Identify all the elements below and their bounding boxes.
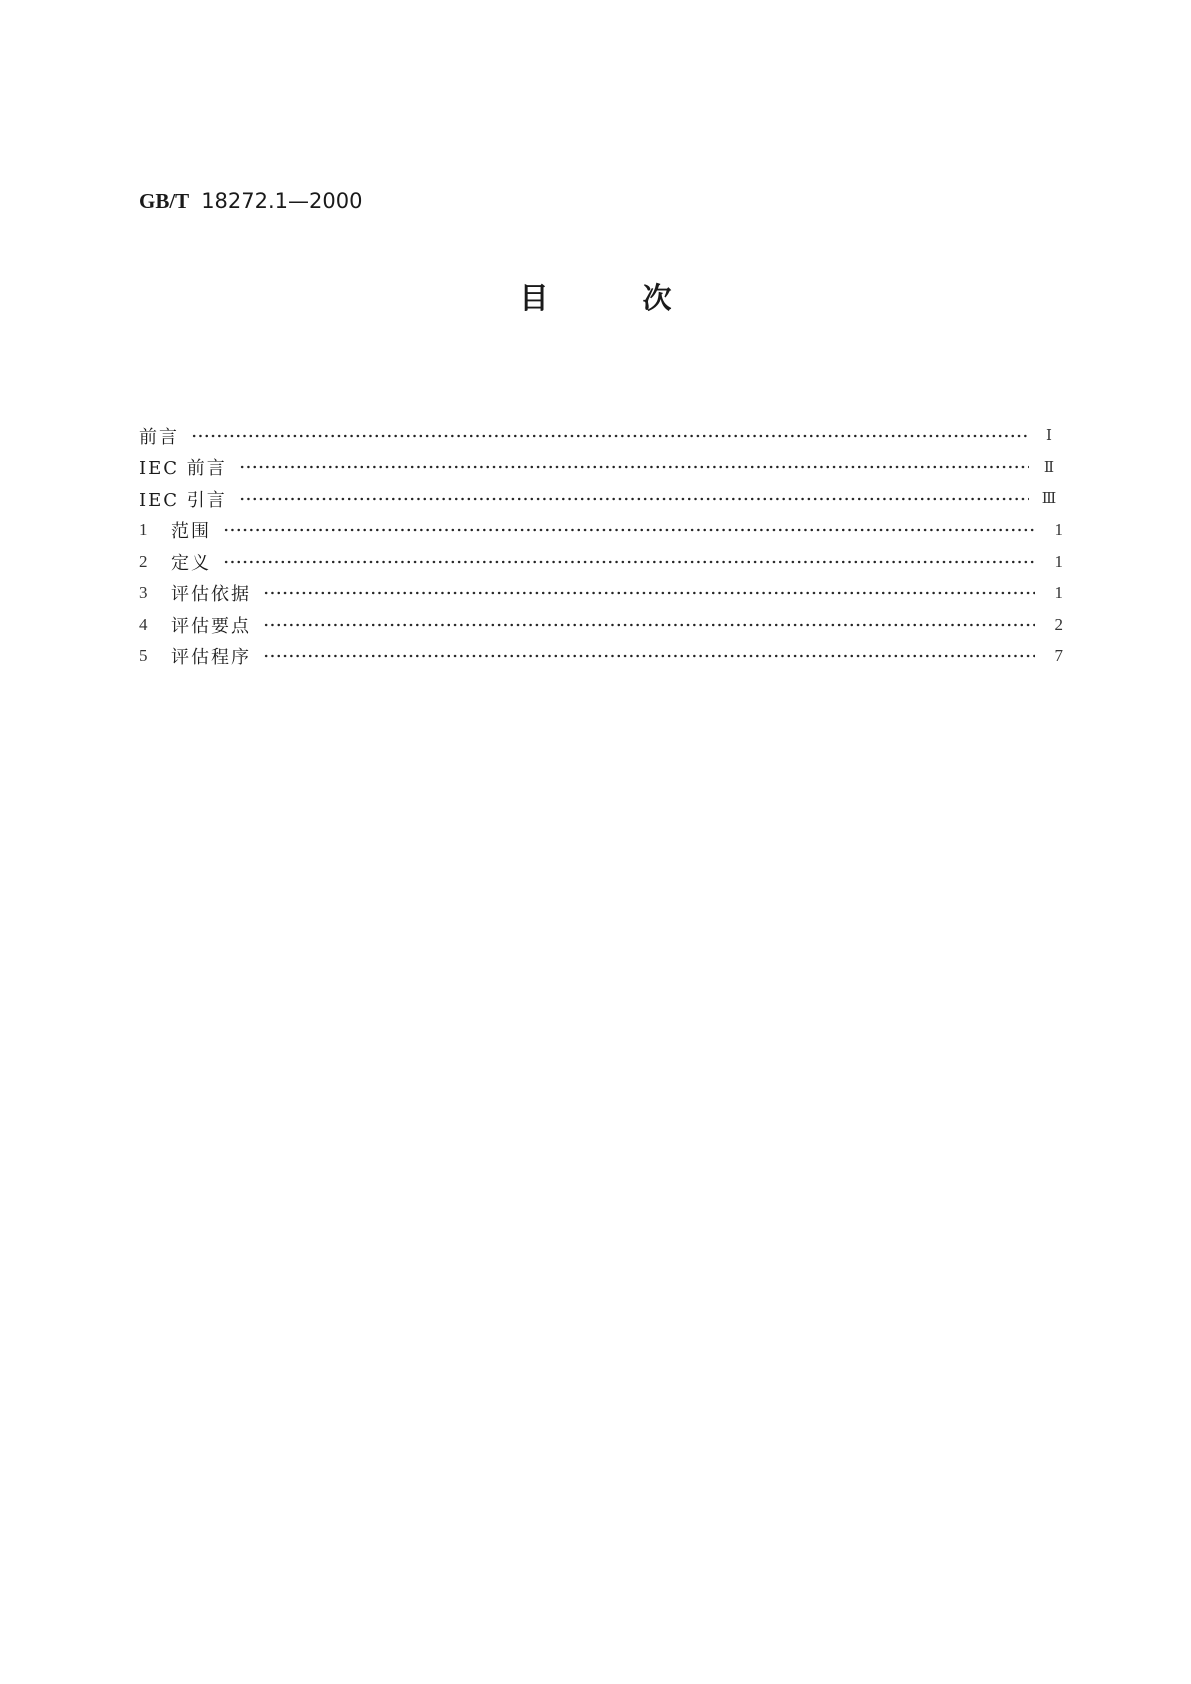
standard-prefix: GB/T — [139, 189, 190, 213]
toc-entry-number: 5 — [139, 646, 148, 666]
dot-leader — [263, 618, 1035, 632]
standard-code — [139, 188, 362, 214]
table-of-contents — [139, 420, 1063, 672]
toc-entry-page: 1 — [1054, 551, 1063, 571]
dot-leader — [223, 555, 1035, 569]
toc-entry-page: 1 — [1054, 583, 1063, 603]
toc-entry-label: 前言 — [139, 426, 179, 448]
toc-entry-number: 1 — [139, 520, 148, 540]
toc-entry-number: 2 — [139, 551, 148, 571]
toc-entry-assessment-points[interactable] — [139, 609, 1063, 641]
dot-leader — [223, 523, 1035, 537]
toc-entry-label: 评估依据 — [171, 584, 251, 606]
toc-entry-label: 评估要点 — [171, 615, 251, 637]
toc-entry-assessment-procedure[interactable] — [139, 641, 1063, 673]
toc-entry-iec-introduction[interactable] — [139, 483, 1063, 515]
toc-entry-page: Ⅲ — [1041, 491, 1057, 508]
toc-entry-label: 定义 — [171, 552, 211, 574]
toc-entry-page: 2 — [1054, 614, 1063, 634]
dot-leader — [263, 649, 1035, 663]
toc-entry-scope[interactable] — [139, 515, 1063, 547]
toc-entry-number: 3 — [139, 583, 148, 603]
toc-entry-page: Ⅰ — [1046, 428, 1052, 445]
toc-entry-label: IEC 引言 — [139, 489, 227, 511]
toc-entry-label: 范围 — [171, 521, 211, 543]
toc-entry-label: IEC 前言 — [139, 458, 227, 480]
toc-entry-page: 1 — [1054, 520, 1063, 540]
toc-entry-assessment-basis[interactable] — [139, 578, 1063, 610]
dot-leader — [263, 586, 1035, 600]
toc-entry-definitions[interactable] — [139, 546, 1063, 578]
standard-number: 18272.1—2000 — [201, 189, 363, 213]
toc-entry-iec-foreword[interactable] — [139, 452, 1063, 484]
toc-entry-label: 评估程序 — [171, 647, 251, 669]
toc-title: 目次 — [519, 281, 766, 315]
dot-leader — [239, 492, 1029, 506]
toc-entry-preface[interactable] — [139, 420, 1063, 452]
toc-entry-page: Ⅱ — [1043, 459, 1055, 476]
dot-leader — [191, 429, 1029, 443]
toc-entry-number: 4 — [139, 614, 148, 634]
toc-entry-page: 7 — [1054, 646, 1063, 666]
dot-leader — [239, 460, 1029, 474]
